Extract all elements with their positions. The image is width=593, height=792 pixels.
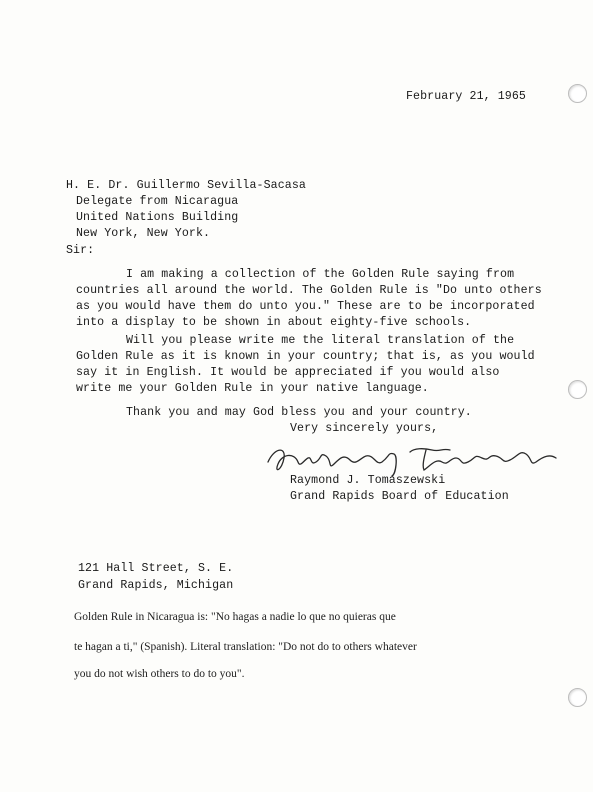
return-address-line: Grand Rapids, Michigan [78, 579, 234, 592]
reply-line: you do not wish others to do to you". [74, 668, 245, 680]
recipient-line: Delegate from Nicaragua [76, 195, 239, 208]
body-line: as you would have them do unto you." These are to be incorporated [76, 300, 535, 313]
salutation: Sir: [66, 244, 95, 257]
return-address-line: 121 Hall Street, S. E. [78, 562, 234, 575]
closing: Very sincerely yours, [290, 422, 439, 435]
body-line: say it in English. It would be appreciated if you would also [76, 366, 500, 379]
letter-date: February 21, 1965 [406, 90, 526, 103]
body-line: into a display to be shown in about eighty-five schools. [76, 316, 472, 329]
punch-hole-bottom [568, 688, 587, 707]
body-line: write me your Golden Rule in your native language. [76, 382, 429, 395]
recipient-line: United Nations Building [76, 211, 239, 224]
recipient-line: H. E. Dr. Guillermo Sevilla-Sacasa [66, 179, 306, 192]
body-line: Golden Rule as it is known in your country; that is, as you would [76, 350, 535, 363]
recipient-line: New York, New York. [76, 227, 211, 240]
signer-organization: Grand Rapids Board of Education [290, 490, 509, 503]
punch-hole-middle [568, 380, 587, 399]
body-line: I am making a collection of the Golden Rule saying from [126, 268, 515, 281]
body-paragraph-3: Thank you and may God bless you and your country. [126, 406, 472, 419]
reply-line: Golden Rule in Nicaragua is: "No hagas a nadie lo que no quieras que [74, 611, 396, 623]
signer-name: Raymond J. Tomaszewski [290, 474, 446, 487]
reply-line: te hagan a ti," (Spanish). Literal translation: "Do not do to others whatever [74, 641, 417, 653]
punch-hole-top [568, 84, 587, 103]
body-line: countries all around the world. The Golden Rule is "Do unto others [76, 284, 542, 297]
body-line: Will you please write me the literal translation of the [126, 334, 515, 347]
